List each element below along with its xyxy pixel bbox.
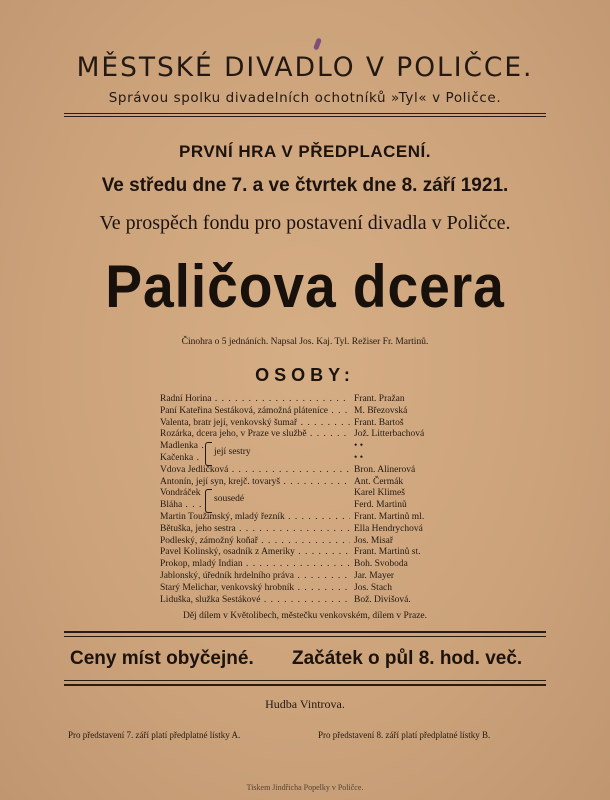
cast-actor: Ant. Čermák (354, 476, 404, 487)
cast-role: Kačenka . . . (160, 453, 204, 465)
cast-row (160, 512, 480, 524)
cast-row (160, 500, 480, 512)
cast-row (160, 524, 480, 536)
play-title: Paličova dcera (105, 253, 505, 320)
cast-row (160, 583, 480, 595)
cast-actor: Ferd. Martinů (354, 500, 407, 511)
cast-actor: Frant. Bartoš (354, 417, 404, 428)
theatre-subtitle: Správou spolku divadelních ochotníků »Tyl« v Poličce. (108, 90, 502, 106)
theatre-title: MĚSTSKÉ DIVADLO V POLIČCE. (76, 52, 534, 83)
cast-role: Prokop, mladý Indian . . . (160, 559, 350, 571)
divider-line (64, 631, 546, 633)
cast-role: Antonín, její syn, krejč. tovaryš . . . (160, 477, 350, 489)
printer-credit: Tiskem Jindřicha Popelky v Poličce. (246, 783, 364, 792)
setting-line: Děj dílem v Květolibech, městečku venkovském, dílem v Praze. (182, 611, 428, 621)
cast-role: Valenta, bratr její, venkovský šumař . . . (160, 418, 350, 430)
music-credit: Hudba Vintrova. (265, 697, 345, 711)
cast-actor: Jos. Stach (354, 582, 392, 593)
cast-row (160, 418, 480, 430)
divider-line (64, 113, 546, 114)
cast-role: Bláha . . . (160, 500, 204, 512)
cast-role: Liduška, služka Šestákové . . . (160, 595, 350, 607)
cast-row (160, 595, 480, 607)
divider-line (64, 684, 546, 686)
cast-role: Vdova Jedličková . . . (160, 465, 350, 477)
cast-actor: Jos. Misař (354, 535, 394, 546)
cast-role: Martin Toužimský, mladý řezník . . . (160, 512, 350, 524)
cast-actor: Karel Klimeš (354, 488, 405, 499)
cast-row (160, 465, 480, 477)
cast-role: Vondráček . . . (160, 488, 204, 500)
cast-row (160, 406, 480, 418)
divider-line (64, 680, 546, 681)
cast-row (160, 571, 480, 583)
cast-role: Rozárka, dcera jeho, v Praze ve službě . . . (160, 429, 350, 441)
ticket-note-b: Pro představení 8. září platí předplatné lístky B. (318, 730, 491, 740)
cast-role: Bětuška, jeho sestra . . . (160, 524, 350, 536)
cast-row (160, 488, 480, 500)
cast-role: Podleský, zámožný koňař . . . (160, 536, 350, 548)
cast-list (160, 394, 480, 606)
performance-dates: Ve středu dne 7. a ve čtvrtek dne 8. září 1921. (101, 175, 509, 196)
divider-line (64, 116, 546, 117)
cast-actor: Frant. Pražan (354, 394, 405, 404)
cast-row (160, 477, 480, 489)
cast-actor: Bron. Alinerová (354, 464, 416, 475)
cast-row (160, 394, 480, 406)
ticket-note-a: Pro představení 7. září platí předplatné lístky A. (68, 730, 241, 740)
cast-actor: • • (354, 452, 364, 463)
sisters-label: její sestry (214, 447, 251, 457)
premiere-heading: PRVNÍ HRA V PŘEDPLACENÍ. (179, 142, 431, 161)
neighbours-label: sousedé (214, 494, 245, 504)
cast-actor: Jož. Litterbachová (354, 429, 425, 440)
benefit-line: Ve prospěch fondu pro postavení divadla v Poličce. (99, 212, 511, 234)
play-info: Činohra o 5 jednáních. Napsal Jos. Kaj. Tyl. Režiser Fr. Martinů. (181, 337, 429, 347)
cast-role: Madlenka . . . (160, 441, 204, 453)
ink-stain (313, 38, 322, 51)
cast-actor: Frant. Martinů ml. (354, 511, 425, 522)
cast-heading: OSOBY: (255, 365, 355, 385)
cast-role: Jablonský, úředník hrdelního práva . . . (160, 571, 350, 583)
prices-line: Ceny míst obyčejné. (70, 648, 254, 669)
start-time: Začátek o půl 8. hod. več. (292, 648, 523, 669)
cast-actor: Frant. Martinů st. (354, 547, 421, 558)
cast-row (160, 536, 480, 548)
cast-actor: Bož. Divišová. (354, 594, 411, 605)
cast-actor: Jar. Mayer (354, 570, 395, 581)
cast-actor: Ella Hendrychová (354, 523, 423, 534)
cast-role: Starý Melichar, venkovský hrobník . . . (160, 583, 350, 595)
divider-line (64, 636, 546, 637)
cast-actor: Boh. Svoboda (354, 559, 408, 570)
cast-row (160, 559, 480, 571)
cast-row (160, 441, 480, 453)
cast-row (160, 429, 480, 441)
cast-role: Radní Horina . . . (160, 394, 350, 406)
cast-actor: M. Březovská (354, 405, 408, 416)
cast-row (160, 453, 480, 465)
cast-row (160, 547, 480, 559)
cast-actor: • • (354, 441, 364, 452)
cast-role: Paní Kateřina Šestáková, zámožná pláteníce . . . (160, 406, 350, 418)
cast-role: Pavel Kolinský, osadník z Ameriky . . . (160, 547, 350, 559)
